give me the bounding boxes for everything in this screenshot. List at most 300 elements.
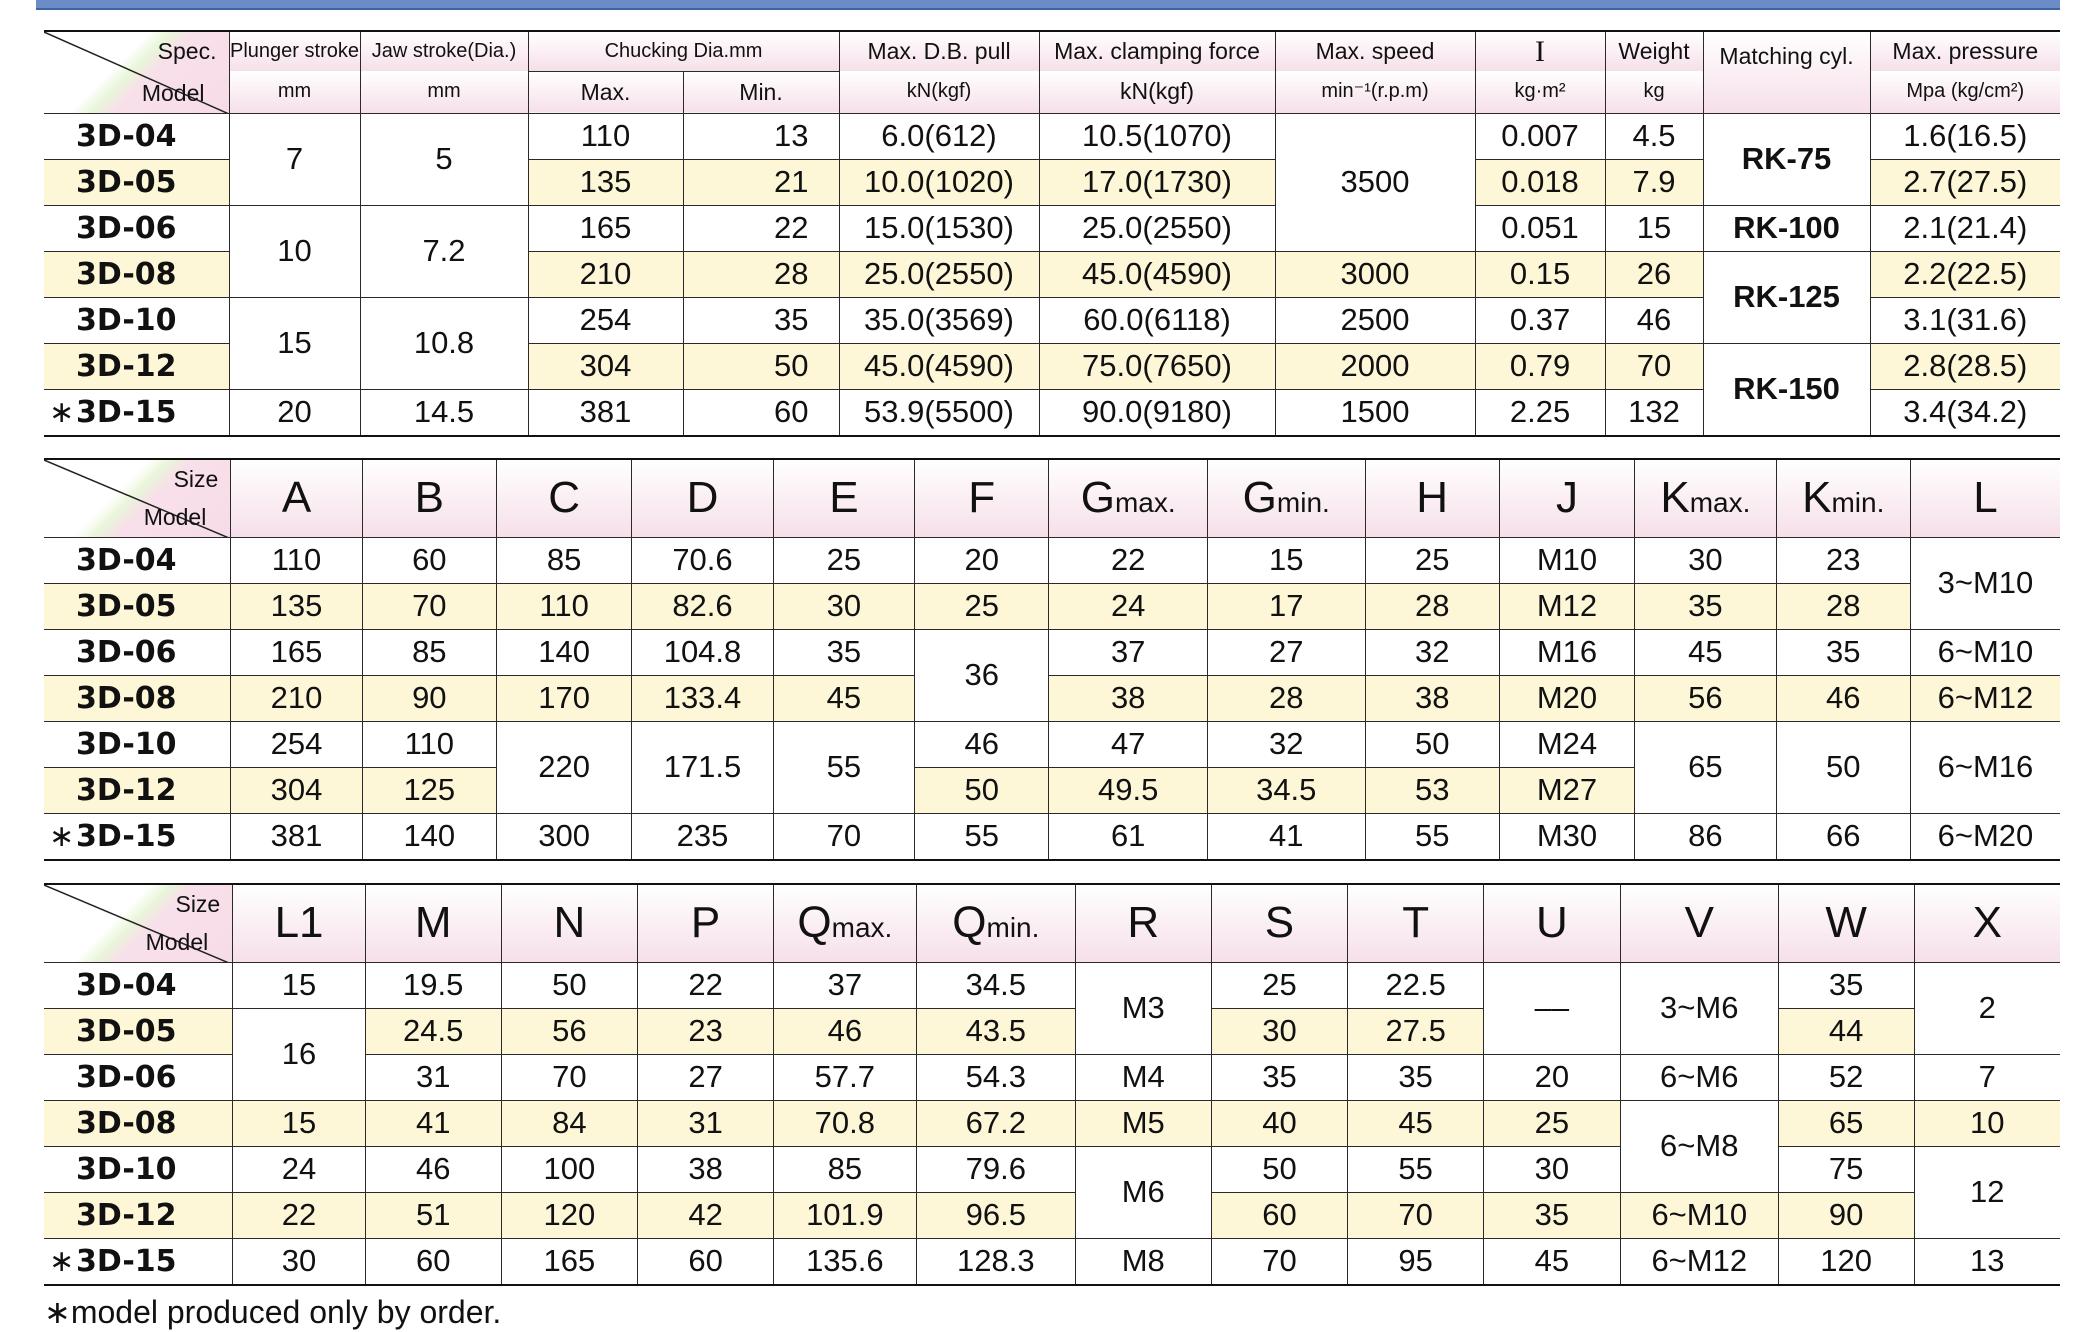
header-suffix: min. xyxy=(1276,487,1330,519)
cell: M8 xyxy=(1075,1238,1211,1285)
cell: 60.0(6118) xyxy=(1039,297,1275,343)
top-accent-bar xyxy=(36,0,2060,10)
cell: 171.5 xyxy=(632,721,773,813)
table-row xyxy=(44,1192,2060,1238)
cell: 135.6 xyxy=(773,1238,916,1285)
cell: M6 xyxy=(1075,1146,1211,1238)
cell: 82.6 xyxy=(632,583,773,629)
header-kmin xyxy=(1776,459,1910,537)
cell: 41 xyxy=(365,1100,501,1146)
cell: 35 xyxy=(1778,962,1914,1008)
cell: 85 xyxy=(773,1146,916,1192)
cell: 6~M20 xyxy=(1910,813,2060,860)
cell: 15 xyxy=(1605,205,1703,251)
header-d: D xyxy=(632,459,773,537)
cell: 16 xyxy=(233,1008,366,1100)
cell: 45 xyxy=(773,675,914,721)
cell: 96.5 xyxy=(916,1192,1075,1238)
header-weight: Weight xyxy=(1605,31,1703,71)
cell: 165 xyxy=(528,205,683,251)
corner-size-label: Size xyxy=(173,466,219,492)
order-only-mark: ∗ xyxy=(49,818,75,854)
cell: 38 xyxy=(638,1146,774,1192)
cell: 254 xyxy=(231,721,362,767)
cell: 2.25 xyxy=(1475,389,1605,436)
cell: 25 xyxy=(1365,537,1499,583)
cell: RK-100 xyxy=(1703,205,1870,251)
cell: 104.8 xyxy=(632,629,773,675)
cell: 46 xyxy=(915,721,1049,767)
cell: 27 xyxy=(1207,629,1365,675)
cell: 50 xyxy=(1776,721,1910,813)
cell: 41 xyxy=(1207,813,1365,860)
cell: 65 xyxy=(1778,1100,1914,1146)
cell: 27 xyxy=(638,1054,774,1100)
cell: 15.0(1530) xyxy=(839,205,1039,251)
model-cell: 3D-10 xyxy=(44,721,231,767)
cell: 60 xyxy=(365,1238,501,1285)
model-cell: 3D-08 xyxy=(44,1100,233,1146)
cell: 135 xyxy=(528,159,683,205)
cell: 3.4(34.2) xyxy=(1870,389,2060,436)
model-cell: 3D-06 xyxy=(44,205,229,251)
header-j: J xyxy=(1499,459,1634,537)
cell: 79.6 xyxy=(916,1146,1075,1192)
model-cell: 3D-05 xyxy=(44,583,231,629)
cell: 120 xyxy=(1778,1238,1914,1285)
cell: 3~M10 xyxy=(1910,537,2060,629)
cell: 0.79 xyxy=(1475,343,1605,389)
cell: 70 xyxy=(362,583,496,629)
header-p: P xyxy=(638,884,774,962)
cell: 28 xyxy=(1365,583,1499,629)
cell: 52 xyxy=(1778,1054,1914,1100)
cell: 140 xyxy=(362,813,496,860)
cell: 20 xyxy=(1484,1054,1621,1100)
cell: 45 xyxy=(1484,1238,1621,1285)
cell: 85 xyxy=(496,537,631,583)
model-cell: 3D-04 xyxy=(44,962,233,1008)
cell: 30 xyxy=(233,1238,366,1285)
cell: 2.8(28.5) xyxy=(1870,343,2060,389)
cell: 22 xyxy=(683,205,839,251)
cell: 30 xyxy=(773,583,914,629)
cell: 17.0(1730) xyxy=(1039,159,1275,205)
cell: 2.1(21.4) xyxy=(1870,205,2060,251)
header-suffix: max. xyxy=(1114,487,1176,519)
cell: 43.5 xyxy=(916,1008,1075,1054)
cell: 6~M16 xyxy=(1910,721,2060,813)
header-matching-cyl: Matching cyl. xyxy=(1703,31,1870,113)
cell: 21 xyxy=(683,159,839,205)
model-label: 3D-15 xyxy=(76,1243,177,1279)
table-row xyxy=(44,537,2060,583)
header-letter: K xyxy=(1802,473,1832,523)
header-w: W xyxy=(1778,884,1914,962)
header-gmax xyxy=(1049,459,1208,537)
header-t: T xyxy=(1348,884,1484,962)
cell: 34.5 xyxy=(916,962,1075,1008)
unit-weight: kg xyxy=(1605,71,1703,113)
header-u: U xyxy=(1484,884,1621,962)
header-a: A xyxy=(231,459,362,537)
cell: 2 xyxy=(1914,962,2060,1054)
cell: 25 xyxy=(1211,962,1348,1008)
cell: 6~M12 xyxy=(1910,675,2060,721)
model-cell: 3D-04 xyxy=(44,113,229,159)
cell: 36 xyxy=(915,629,1049,721)
table-row xyxy=(44,1100,2060,1146)
header-f: F xyxy=(915,459,1049,537)
header-h: H xyxy=(1365,459,1499,537)
cell: 57.7 xyxy=(773,1054,916,1100)
header-chucking-dia: Chucking Dia.mm xyxy=(528,31,839,71)
cell: 95 xyxy=(1348,1238,1484,1285)
cell: 101.9 xyxy=(773,1192,916,1238)
header-plunger-stroke: Plunger stroke xyxy=(229,31,360,71)
footnote: ∗model produced only by order. xyxy=(44,1294,502,1330)
cell: 25 xyxy=(773,537,914,583)
header-r: R xyxy=(1075,884,1211,962)
cell: 65 xyxy=(1635,721,1776,813)
cell: 12 xyxy=(1914,1146,2060,1238)
model-cell xyxy=(44,813,231,860)
cell: 46 xyxy=(365,1146,501,1192)
header-jaw-stroke: Jaw stroke(Dia.) xyxy=(360,31,528,71)
cell: 110 xyxy=(362,721,496,767)
cell: 25 xyxy=(915,583,1049,629)
cell: RK-150 xyxy=(1703,343,1870,436)
cell: 6~M10 xyxy=(1910,629,2060,675)
corner-size-model xyxy=(44,884,233,962)
cell: 165 xyxy=(501,1238,638,1285)
cell: M16 xyxy=(1499,629,1634,675)
cell: 84 xyxy=(501,1100,638,1146)
header-suffix: max. xyxy=(1689,487,1751,519)
cell: 67.2 xyxy=(916,1100,1075,1146)
header-max-clamping: Max. clamping force xyxy=(1039,31,1275,71)
cell: 61 xyxy=(1049,813,1208,860)
cell: 15 xyxy=(1207,537,1365,583)
cell: 13 xyxy=(683,113,839,159)
corner-model-label: Model xyxy=(143,503,207,530)
cell: 7.9 xyxy=(1605,159,1703,205)
header-gmin xyxy=(1207,459,1365,537)
model-cell: 3D-05 xyxy=(44,159,229,205)
cell: 170 xyxy=(496,675,631,721)
cell: 27.5 xyxy=(1348,1008,1484,1054)
cell: 38 xyxy=(1049,675,1208,721)
cell: M27 xyxy=(1499,767,1634,813)
corner-model-label: Model xyxy=(145,928,209,955)
corner-size-model xyxy=(44,459,231,537)
header-suffix: min. xyxy=(986,912,1040,944)
cell: 49.5 xyxy=(1049,767,1208,813)
cell: 22 xyxy=(233,1192,366,1238)
header-e: E xyxy=(773,459,914,537)
header-max-pull: Max. D.B. pull xyxy=(839,31,1039,71)
model-cell: 3D-05 xyxy=(44,1008,233,1054)
header-b: B xyxy=(362,459,496,537)
header-max-speed: Max. speed xyxy=(1275,31,1475,71)
cell: 70 xyxy=(1211,1238,1348,1285)
cell: 70.8 xyxy=(773,1100,916,1146)
cell: 90 xyxy=(1778,1192,1914,1238)
header-suffix: min. xyxy=(1831,487,1885,519)
cell: 4.5 xyxy=(1605,113,1703,159)
model-cell xyxy=(44,389,229,436)
header-letter: G xyxy=(1080,473,1115,523)
cell: 46 xyxy=(773,1008,916,1054)
cell: 38 xyxy=(1365,675,1499,721)
model-cell: 3D-06 xyxy=(44,629,231,675)
cell: 45.0(4590) xyxy=(1039,251,1275,297)
cell: 70 xyxy=(1605,343,1703,389)
cell: 23 xyxy=(638,1008,774,1054)
cell: 60 xyxy=(362,537,496,583)
cell: 35 xyxy=(1348,1054,1484,1100)
cell: M24 xyxy=(1499,721,1634,767)
cell: 30 xyxy=(1635,537,1776,583)
unit-pressure: Mpa (kg/cm²) xyxy=(1870,71,2060,113)
model-cell: 3D-06 xyxy=(44,1054,233,1100)
header-max-pressure: Max. pressure xyxy=(1870,31,2060,71)
header-x: X xyxy=(1914,884,2060,962)
cell: 45 xyxy=(1635,629,1776,675)
cell: 50 xyxy=(1365,721,1499,767)
cell: 17 xyxy=(1207,583,1365,629)
header-suffix: max. xyxy=(831,912,893,944)
table-row xyxy=(44,721,2060,767)
header-m: M xyxy=(365,884,501,962)
cell: 15 xyxy=(233,962,366,1008)
cell: 90 xyxy=(362,675,496,721)
cell: 60 xyxy=(683,389,839,436)
cell: 56 xyxy=(501,1008,638,1054)
cell: 55 xyxy=(915,813,1049,860)
cell: 300 xyxy=(496,813,631,860)
cell: 47 xyxy=(1049,721,1208,767)
header-letter: K xyxy=(1660,473,1690,523)
cell: 56 xyxy=(1635,675,1776,721)
cell: 140 xyxy=(496,629,631,675)
cell: 75 xyxy=(1778,1146,1914,1192)
table-row xyxy=(44,675,2060,721)
header-qmax xyxy=(773,884,916,962)
cell: 34.5 xyxy=(1207,767,1365,813)
unit-inertia: kg·m² xyxy=(1475,71,1605,113)
cell: M4 xyxy=(1075,1054,1211,1100)
cell: 26 xyxy=(1605,251,1703,297)
cell: 60 xyxy=(638,1238,774,1285)
model-cell: 3D-08 xyxy=(44,675,231,721)
cell: 128.3 xyxy=(916,1238,1075,1285)
cell: 1.6(16.5) xyxy=(1870,113,2060,159)
table-row xyxy=(44,629,2060,675)
cell: 45 xyxy=(1348,1100,1484,1146)
header-chuck-min: Min. xyxy=(683,71,839,113)
unit-jaw: mm xyxy=(360,71,528,113)
cell: 22 xyxy=(638,962,774,1008)
cell: 15 xyxy=(229,297,360,389)
cell: 6~M8 xyxy=(1620,1100,1778,1192)
cell: 85 xyxy=(362,629,496,675)
header-l1: L1 xyxy=(233,884,366,962)
cell: 133.4 xyxy=(632,675,773,721)
corner-spec-label: Spec. xyxy=(157,38,217,64)
cell: 32 xyxy=(1365,629,1499,675)
order-only-mark: ∗ xyxy=(49,394,75,430)
header-letter: Q xyxy=(797,898,832,948)
cell: 135 xyxy=(231,583,362,629)
cell: 22 xyxy=(1049,537,1208,583)
cell: 24 xyxy=(1049,583,1208,629)
cell: 35 xyxy=(1211,1054,1348,1100)
cell: 10.8 xyxy=(360,297,528,389)
cell: 32 xyxy=(1207,721,1365,767)
cell: 55 xyxy=(1365,813,1499,860)
spec-table xyxy=(44,30,2060,437)
cell: 50 xyxy=(501,962,638,1008)
cell: 14.5 xyxy=(360,389,528,436)
table-row xyxy=(44,962,2060,1008)
cell: 23 xyxy=(1776,537,1910,583)
cell: 35 xyxy=(683,297,839,343)
cell: 53.9(5500) xyxy=(839,389,1039,436)
cell: 210 xyxy=(231,675,362,721)
cell: 35 xyxy=(773,629,914,675)
cell: 1500 xyxy=(1275,389,1475,436)
cell: M12 xyxy=(1499,583,1634,629)
cell: 55 xyxy=(1348,1146,1484,1192)
cell: 25.0(2550) xyxy=(1039,205,1275,251)
cell: 40 xyxy=(1211,1100,1348,1146)
cell: 20 xyxy=(229,389,360,436)
cell: 28 xyxy=(1207,675,1365,721)
cell: 304 xyxy=(231,767,362,813)
table-row xyxy=(44,1238,2060,1285)
cell: 0.15 xyxy=(1475,251,1605,297)
model-label: 3D-15 xyxy=(76,394,177,430)
cell: 3~M6 xyxy=(1620,962,1778,1054)
cell: M10 xyxy=(1499,537,1634,583)
cell: 75.0(7650) xyxy=(1039,343,1275,389)
cell: 70 xyxy=(1348,1192,1484,1238)
cell: 35 xyxy=(1484,1192,1621,1238)
cell: 30 xyxy=(1484,1146,1621,1192)
cell: 35 xyxy=(1776,629,1910,675)
cell: 100 xyxy=(501,1146,638,1192)
cell: 304 xyxy=(528,343,683,389)
cell: 44 xyxy=(1778,1008,1914,1054)
cell: 10 xyxy=(1914,1100,2060,1146)
cell: 6~M12 xyxy=(1620,1238,1778,1285)
cell: 70.6 xyxy=(632,537,773,583)
cell: 132 xyxy=(1605,389,1703,436)
cell: 10.0(1020) xyxy=(839,159,1039,205)
header-c: C xyxy=(496,459,631,537)
cell: 381 xyxy=(528,389,683,436)
table-row xyxy=(44,813,2060,860)
header-n: N xyxy=(501,884,638,962)
header-letter: Q xyxy=(952,898,987,948)
cell: 120 xyxy=(501,1192,638,1238)
cell: 25.0(2550) xyxy=(839,251,1039,297)
cell: 51 xyxy=(365,1192,501,1238)
cell: 5 xyxy=(360,113,528,205)
model-cell: 3D-08 xyxy=(44,251,229,297)
cell: 165 xyxy=(231,629,362,675)
cell: 46 xyxy=(1776,675,1910,721)
cell: 15 xyxy=(233,1100,366,1146)
model-cell: 3D-04 xyxy=(44,537,231,583)
cell: 30 xyxy=(1211,1008,1348,1054)
cell: 3500 xyxy=(1275,113,1475,251)
corner-spec-model xyxy=(44,31,229,113)
cell: 35 xyxy=(1635,583,1776,629)
cell: 6~M6 xyxy=(1620,1054,1778,1100)
model-cell xyxy=(44,1238,233,1285)
model-cell: 3D-10 xyxy=(44,297,229,343)
cell: 24 xyxy=(233,1146,366,1192)
cell: 19.5 xyxy=(365,962,501,1008)
header-chuck-max: Max. xyxy=(528,71,683,113)
unit-speed: min⁻¹(r.p.m) xyxy=(1275,71,1475,113)
cell: RK-125 xyxy=(1703,251,1870,343)
model-label: 3D-15 xyxy=(76,818,177,854)
model-cell: 3D-12 xyxy=(44,343,229,389)
table-row xyxy=(44,113,2060,159)
cell: 0.018 xyxy=(1475,159,1605,205)
cell: 10 xyxy=(229,205,360,297)
header-l: L xyxy=(1910,459,2060,537)
header-letter: G xyxy=(1242,473,1277,523)
cell: 10.5(1070) xyxy=(1039,113,1275,159)
cell: 20 xyxy=(915,537,1049,583)
cell: 25 xyxy=(1484,1100,1621,1146)
cell: 235 xyxy=(632,813,773,860)
dimension-table-2 xyxy=(44,883,2060,1286)
cell: 7.2 xyxy=(360,205,528,297)
cell: 50 xyxy=(1211,1146,1348,1192)
cell: M30 xyxy=(1499,813,1634,860)
cell: 110 xyxy=(496,583,631,629)
cell: 13 xyxy=(1914,1238,2060,1285)
cell: M20 xyxy=(1499,675,1634,721)
cell: 7 xyxy=(1914,1054,2060,1100)
cell: 7 xyxy=(229,113,360,205)
cell: 37 xyxy=(1049,629,1208,675)
cell: 31 xyxy=(365,1054,501,1100)
model-cell: 3D-12 xyxy=(44,1192,233,1238)
cell: –– xyxy=(1484,962,1621,1054)
cell: 70 xyxy=(773,813,914,860)
header-s: S xyxy=(1211,884,1348,962)
cell: 381 xyxy=(231,813,362,860)
cell: 220 xyxy=(496,721,631,813)
cell: 110 xyxy=(231,537,362,583)
cell: 2.7(27.5) xyxy=(1870,159,2060,205)
cell: 31 xyxy=(638,1100,774,1146)
cell: 2.2(22.5) xyxy=(1870,251,2060,297)
cell: 254 xyxy=(528,297,683,343)
cell: 125 xyxy=(362,767,496,813)
table-row xyxy=(44,583,2060,629)
cell: 50 xyxy=(683,343,839,389)
cell: 53 xyxy=(1365,767,1499,813)
header-v: V xyxy=(1620,884,1778,962)
cell: 3000 xyxy=(1275,251,1475,297)
